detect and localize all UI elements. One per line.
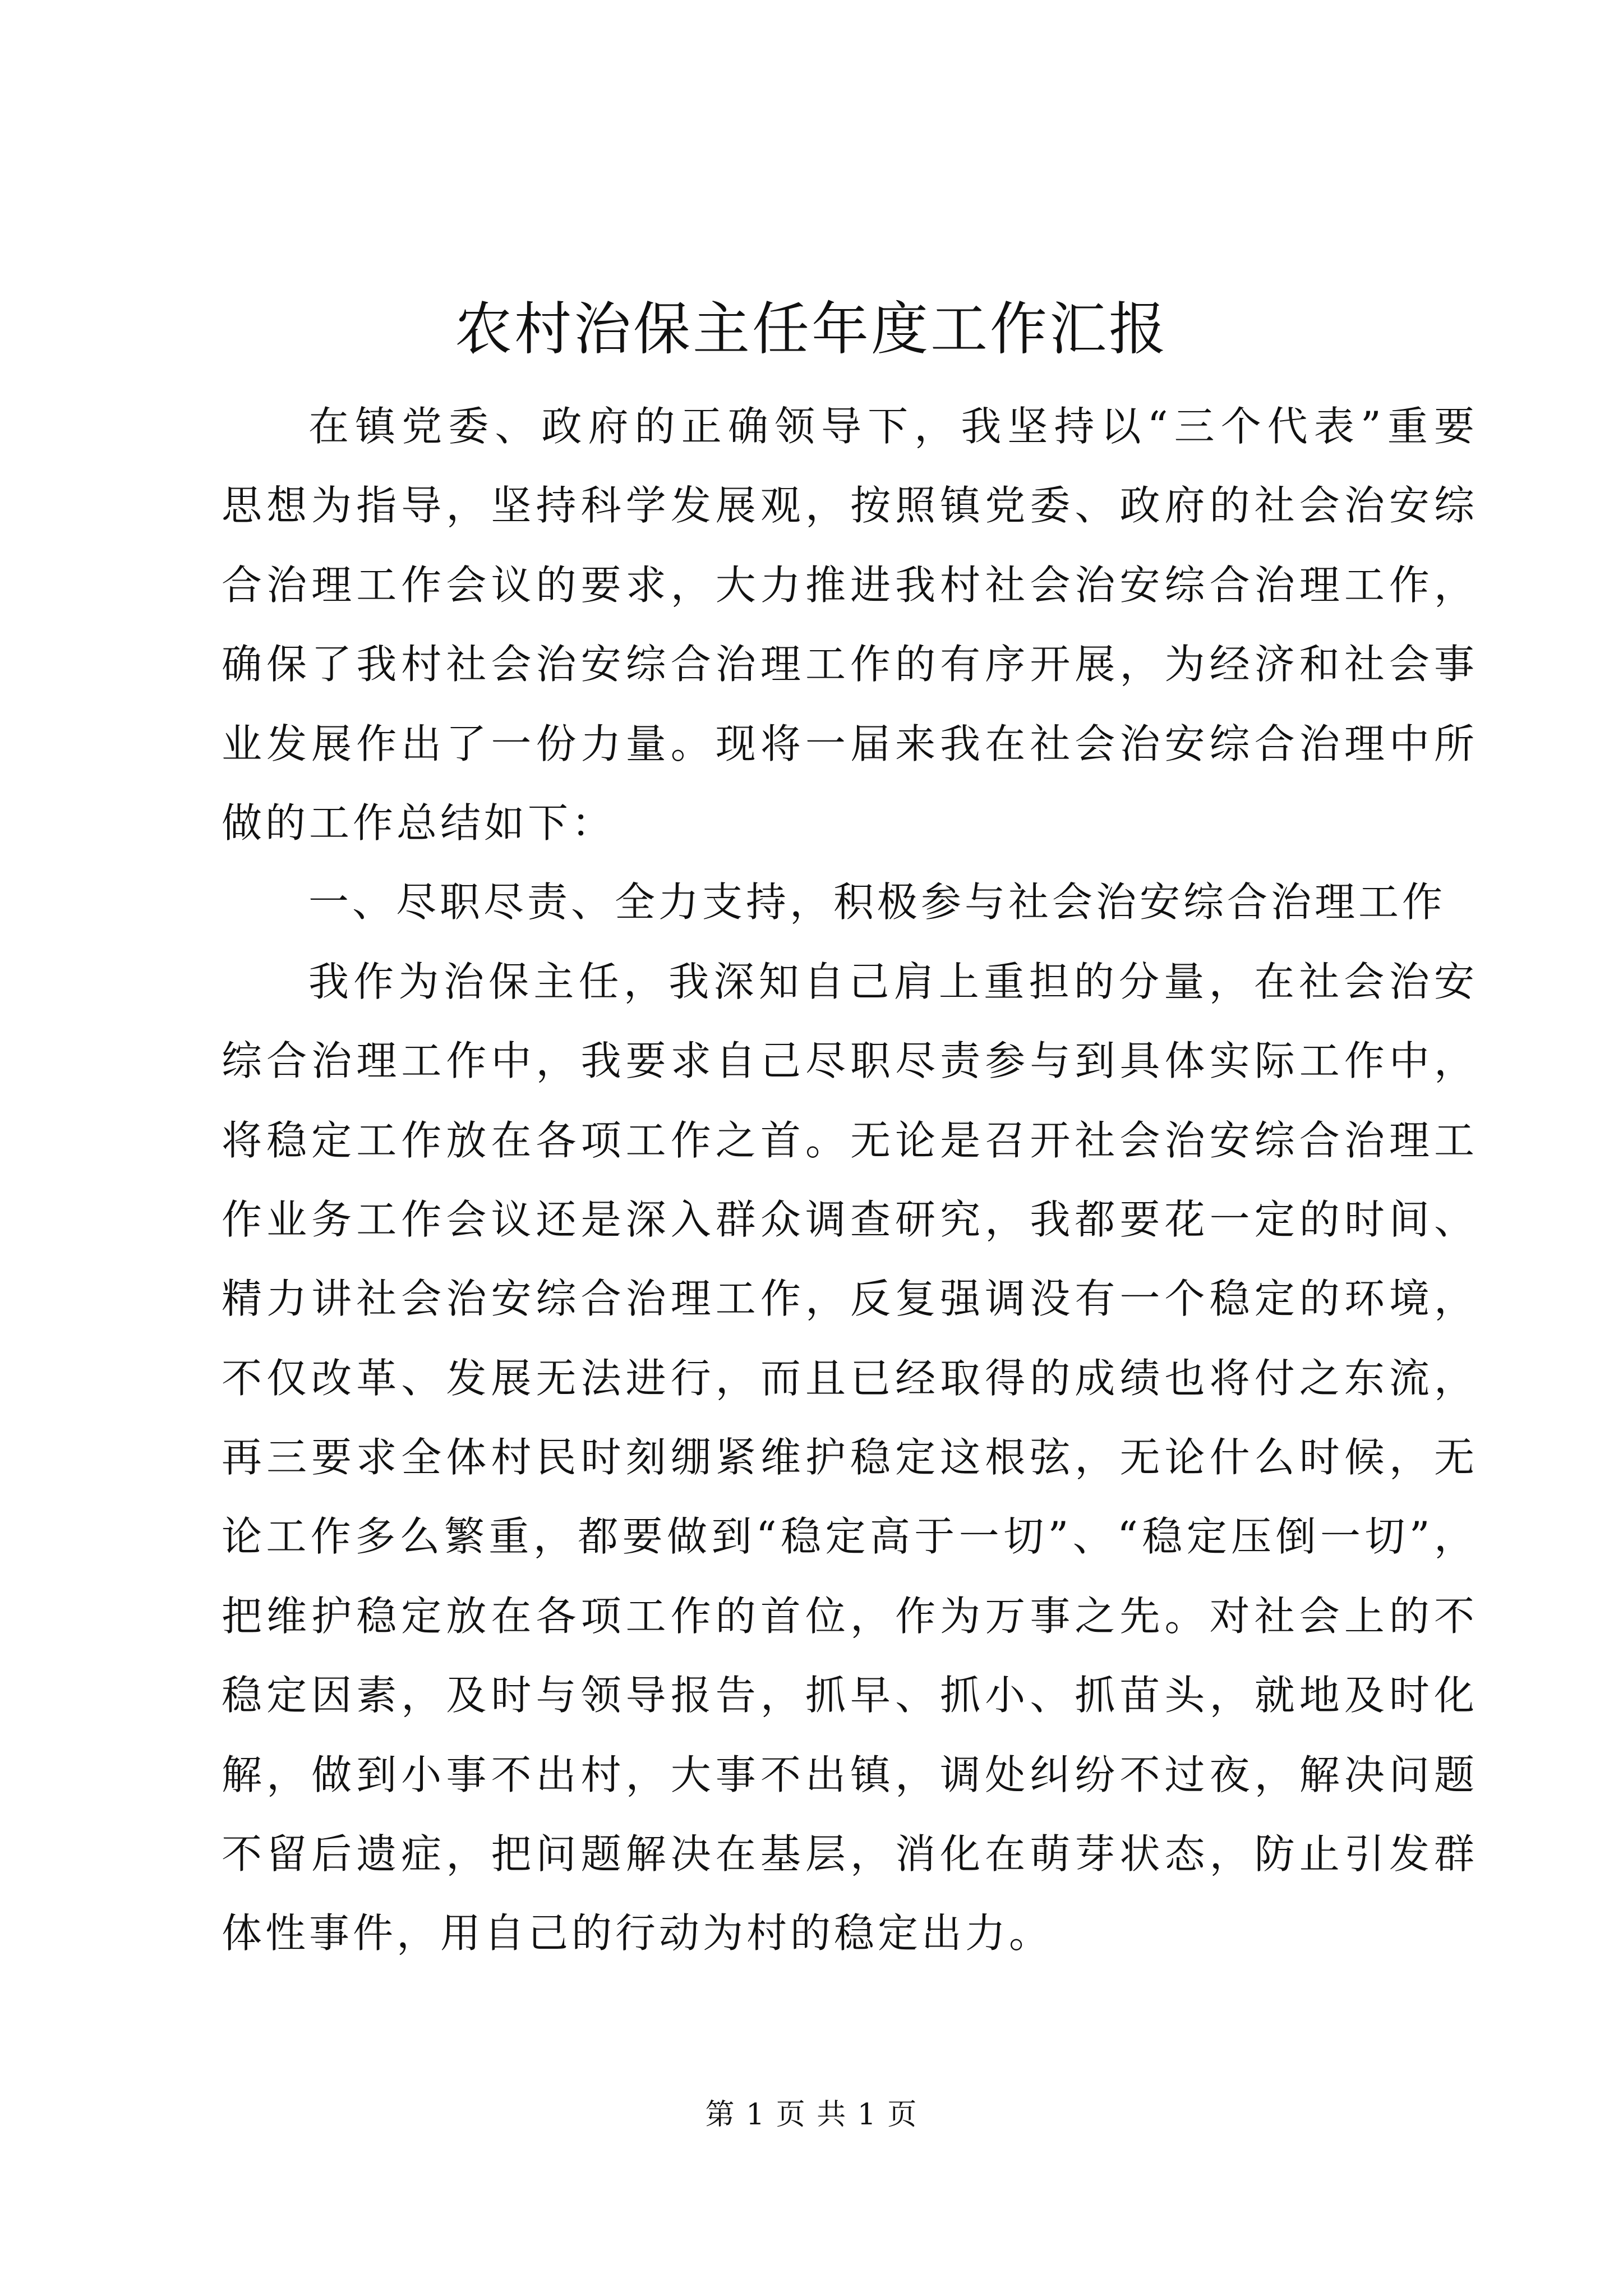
paragraph-2-line-9: 把维护稳定放在各项工作的首位，作为万事之先。对社会上的不 <box>222 1592 1478 1640</box>
page-footer: 第 1 页 共 1 页 <box>705 2098 918 2132</box>
paragraph-2-line-12: 不留后遗症，把问题解决在基层，消化在萌芽状态，防止引发群 <box>222 1830 1478 1878</box>
document-body <box>222 387 1478 1973</box>
paragraph-1-line-5: 业发展作出了一份力量。现将一届来我在社会治安综合治理中所 <box>222 720 1478 767</box>
document-title: 农村治保主任年度工作汇报 <box>455 296 1168 363</box>
paragraph-2-line-2: 综合治理工作中，我要求自己尽职尽责参与到具体实际工作中， <box>222 1037 1478 1085</box>
paragraph-2-line-6: 不仅改革、发展无法进行，而且已经取得的成绩也将付之东流， <box>222 1354 1478 1402</box>
paragraph-2-line-1: 我作为治保主任，我深知自己肩上重担的分量，在社会治安 <box>308 958 1478 1005</box>
paragraph-2-line-4: 作业务工作会议还是深入群众调查研究，我都要花一定的时间、 <box>222 1195 1478 1243</box>
paragraph-1-line-3: 合治理工作会议的要求，大力推进我村社会治安综合治理工作， <box>222 561 1478 609</box>
paragraph-2-line-7: 再三要求全体村民时刻绷紧维护稳定这根弦，无论什么时候，无 <box>222 1434 1478 1481</box>
paragraph-1-line-4: 确保了我村社会治安综合治理工作的有序开展，为经济和社会事 <box>222 641 1478 688</box>
paragraph-2-line-11: 解，做到小事不出村，大事不出镇，调处纠纷不过夜，解决问题 <box>222 1751 1478 1798</box>
paragraph-1-line-1: 在镇党委、政府的正确领导下，我坚持以“三个代表”重要 <box>308 403 1478 450</box>
section-heading-1: 一、尽职尽责、全力支持，积极参与社会治安综合治理工作 <box>308 878 1446 926</box>
paragraph-2-line-8: 论工作多么繁重，都要做到“稳定高于一切”、“稳定压倒一切”， <box>222 1513 1478 1561</box>
paragraph-2-line-13: 体性事件，用自己的行动为村的稳定出力。 <box>222 1910 1053 1957</box>
paragraph-2-line-3: 将稳定工作放在各项工作之首。无论是召开社会治安综合治理工 <box>222 1116 1478 1164</box>
paragraph-2-line-10: 稳定因素，及时与领导报告，抓早、抓小、抓苗头，就地及时化 <box>222 1672 1478 1719</box>
paragraph-1-line-6: 做的工作总结如下： <box>222 799 616 846</box>
paragraph-1-line-2: 思想为指导，坚持科学发展观，按照镇党委、政府的社会治安综 <box>222 482 1478 530</box>
paragraph-2-line-5: 精力讲社会治安综合治理工作，反复强调没有一个稳定的环境， <box>222 1275 1478 1323</box>
